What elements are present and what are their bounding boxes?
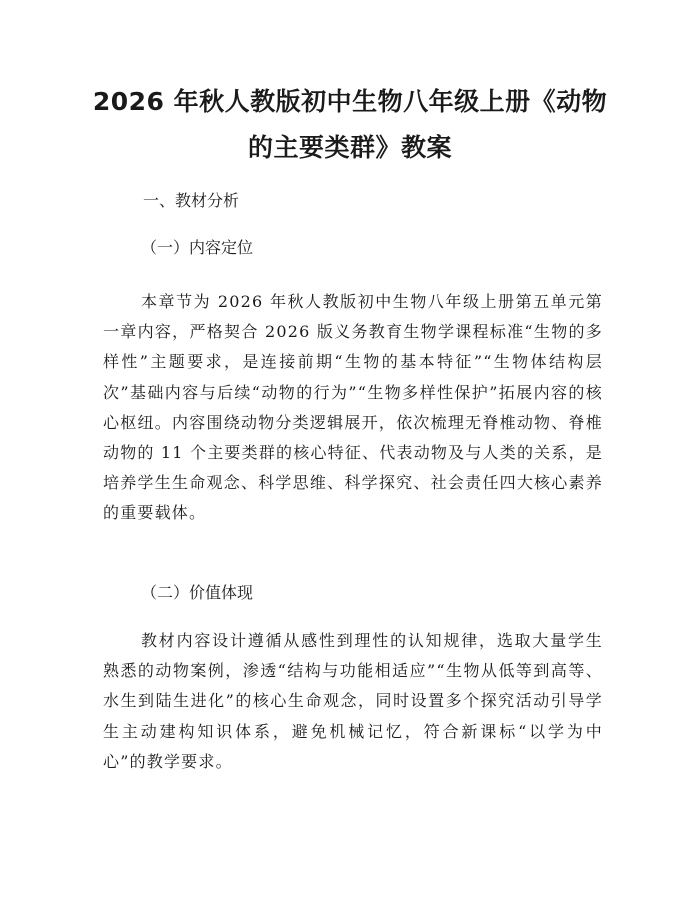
paragraph-content-positioning: 本章节为 2026 年秋人教版初中生物八年级上册第五单元第一章内容，严格契合 2026 版义务教育生物学课程标准“生物的多样性”主题要求，是连接前期“生物的基本特征”“生物体结构层次”基础内容与后续“动物的行为”“生物多样性保护”拓展内容的核心枢纽。内容围绕动物分类逻辑展开，依次梳理无脊椎动物、脊椎动物的 11 个主要类群的核心特征、代表动物及与人类的关系，是培养学生生命观念、科学思维、科学探究、社会责任四大核心素养的重要载体。	[103, 292, 603, 523]
subsection-heading-value: （二）价值体现	[141, 583, 254, 602]
section-heading-textbook-analysis: 一、教材分析	[143, 191, 240, 210]
document-title-line-2: 的主要类群》教案	[247, 133, 452, 162]
subsection-heading-content-positioning: （一）内容定位	[141, 238, 254, 257]
paragraph-value: 教材内容设计遵循从感性到理性的认知规律，选取大量学生熟悉的动物案例，渗透“结构与功能相适应”“生物从低等到高等、水生到陆生进化”的核心生命观念，同时设置多个探究活动引导学生主动建构知识体系，避免机械记忆，符合新课标“以学为中心”的教学要求。	[103, 631, 603, 771]
document-title-line-1: 2026 年秋人教版初中生物八年级上册《动物	[92, 87, 608, 116]
